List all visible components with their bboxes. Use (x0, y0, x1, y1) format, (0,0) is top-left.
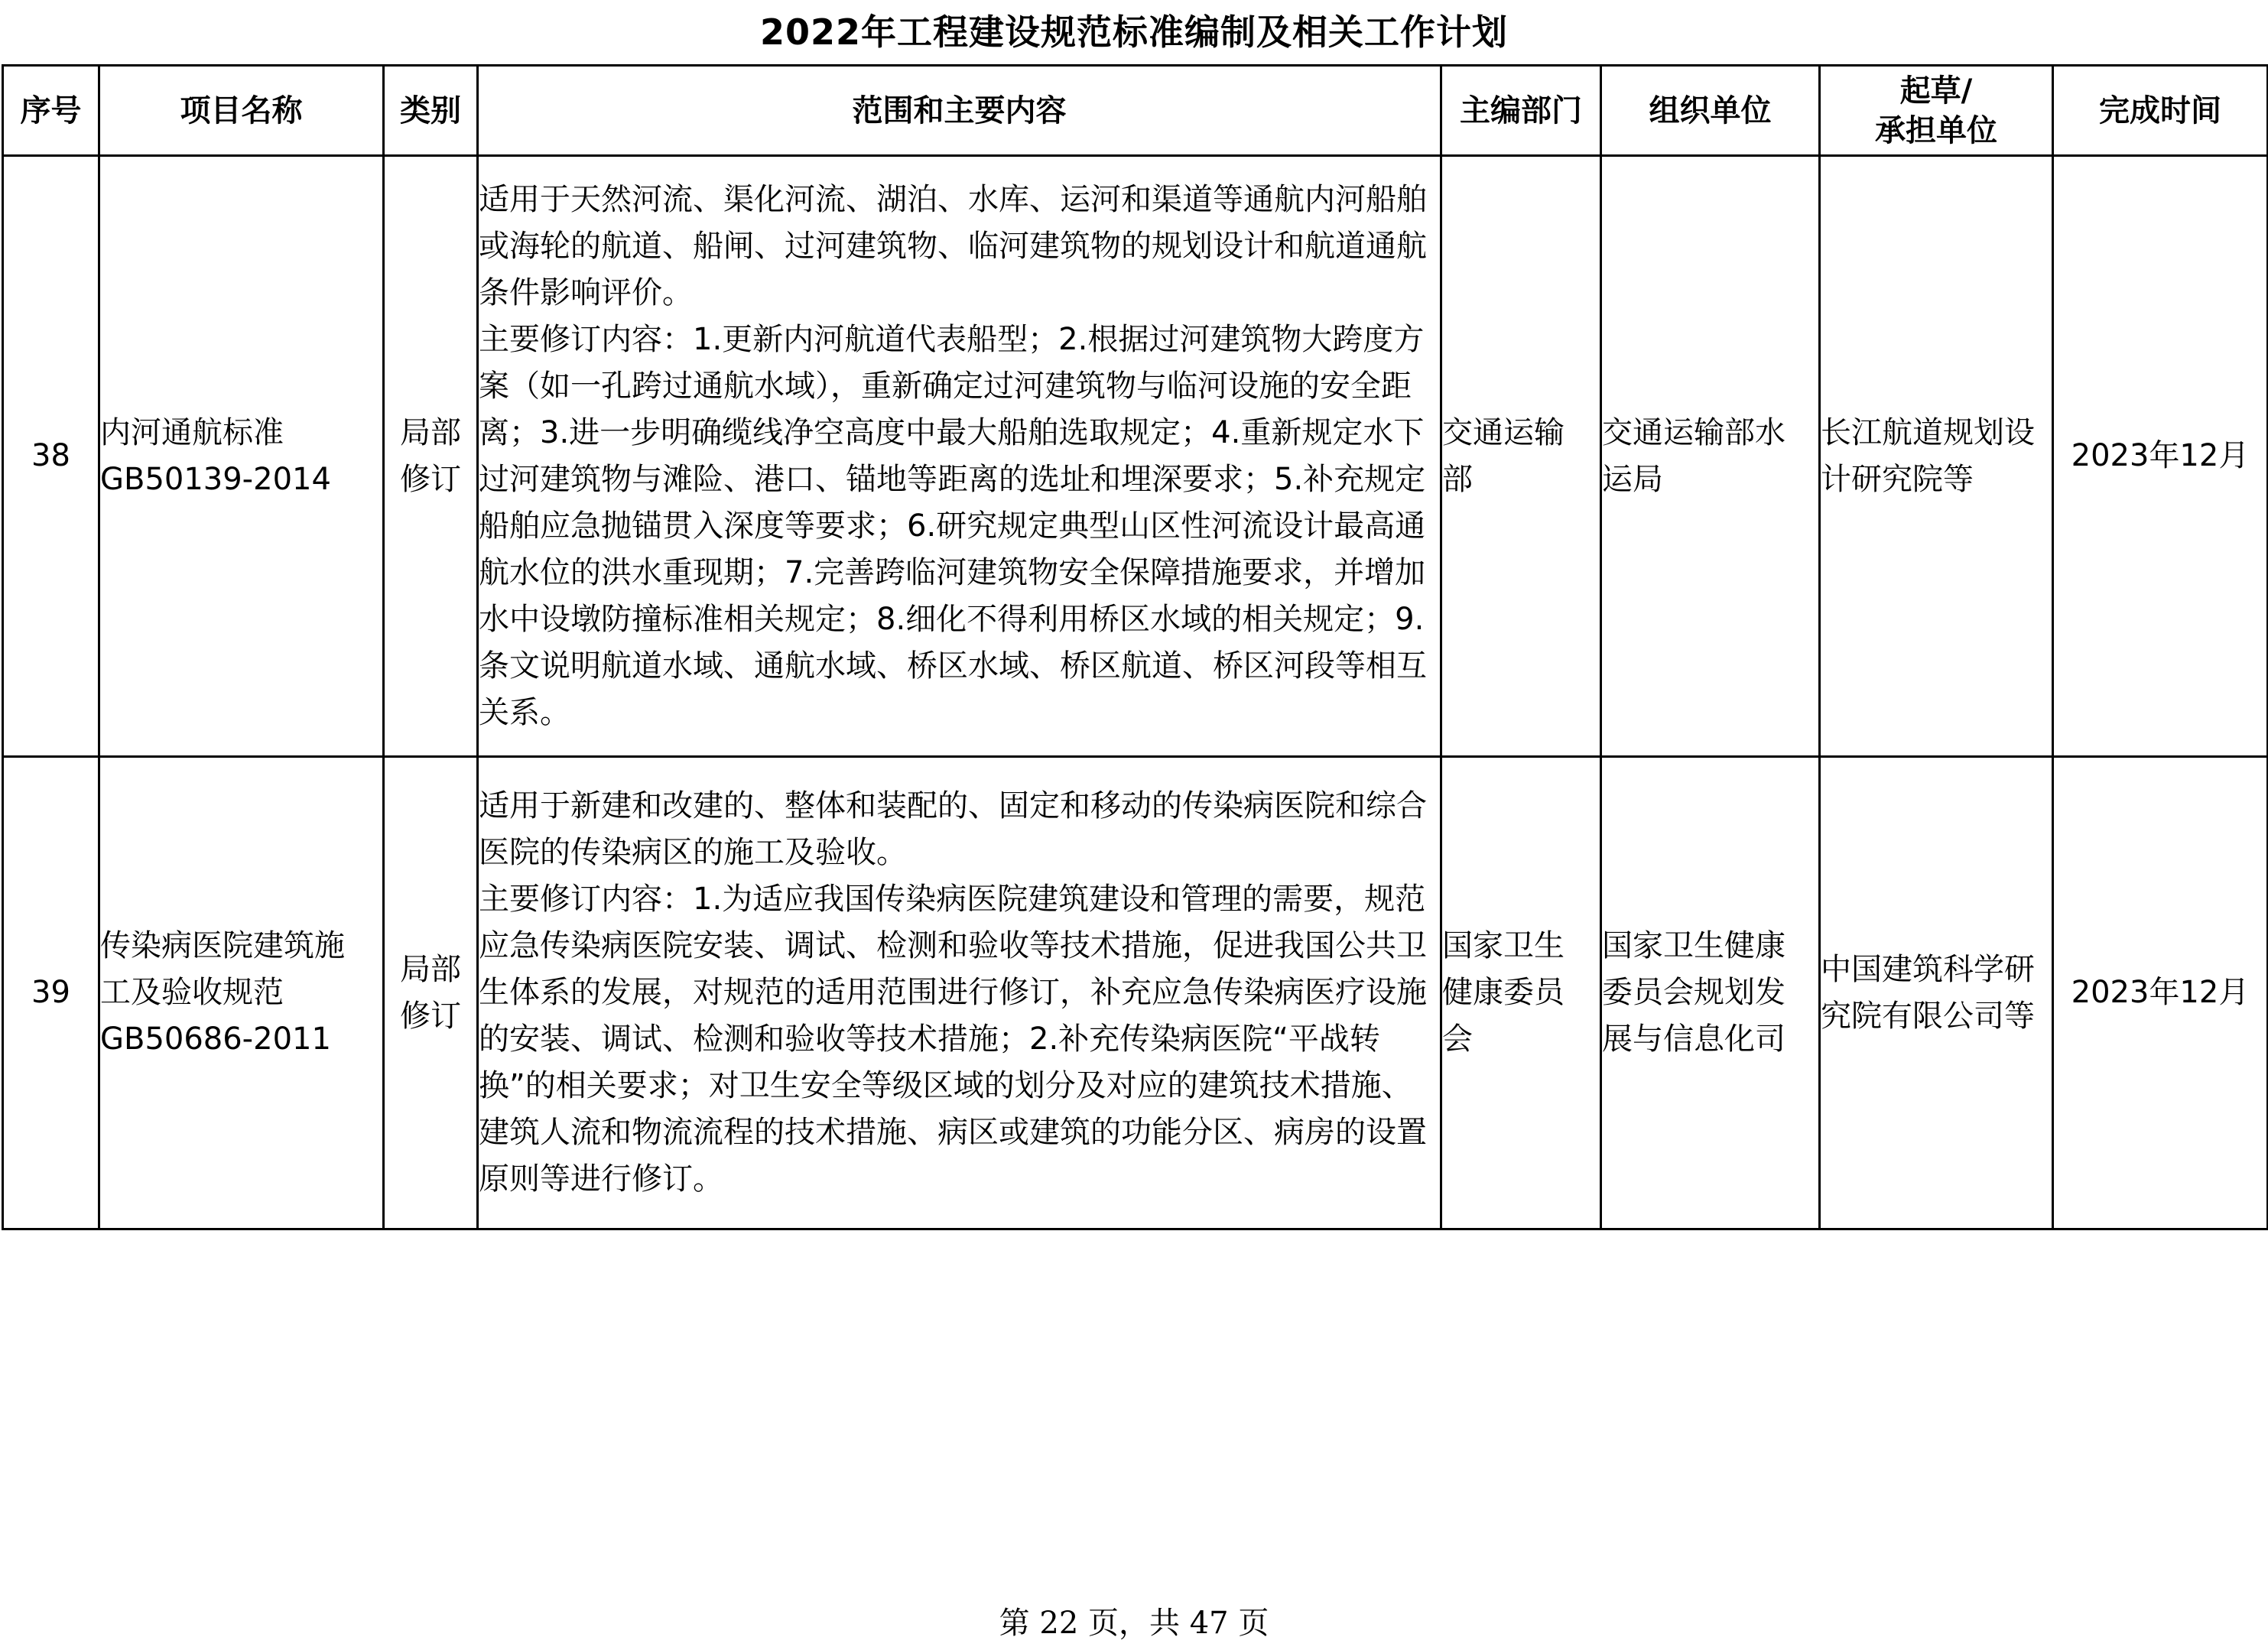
page-number: 第 22 页，共 47 页 (999, 1606, 1269, 1641)
table-header-row (3, 66, 2268, 156)
cell-seq: 39 (3, 757, 99, 1229)
cell-deadline: 2023年12月 (2053, 757, 2268, 1229)
header-drafter-text: 起草/ 承担单位 (1875, 73, 1997, 148)
project-name-text: 传染病医院建筑施 工及验收规范 GB50686-2011 (100, 928, 345, 1057)
drafter-text: 中国建筑科学研 究院有限公司等 (1821, 951, 2035, 1034)
cell-scope (478, 757, 1441, 1229)
header-project-name: 项目名称 (99, 66, 384, 156)
cell-chief-department (1441, 757, 1601, 1229)
header-drafter (1820, 66, 2053, 156)
cell-scope (478, 156, 1441, 757)
organizer-text: 交通运输部水 运局 (1602, 414, 1785, 497)
table-row (3, 757, 2268, 1229)
cell-organizer (1601, 156, 1820, 757)
cell-category (384, 757, 478, 1229)
header-chief-department: 主编部门 (1441, 66, 1601, 156)
header-seq: 序号 (3, 66, 99, 156)
cell-seq: 38 (3, 156, 99, 757)
drafter-text: 长江航道规划设 计研究院等 (1821, 414, 2035, 497)
cell-category (384, 156, 478, 757)
cell-deadline: 2023年12月 (2053, 156, 2268, 757)
cell-project-name (99, 156, 384, 757)
header-organizer: 组织单位 (1601, 66, 1820, 156)
cell-project-name (99, 757, 384, 1229)
chief-department-text: 交通运输 部 (1442, 414, 1565, 497)
scope-text: 适用于天然河流、渠化河流、湖泊、水库、运河和渠道等通航内河船舶或海轮的航道、船闸、过河建筑物、临河建筑物的规划设计和航道通航条件影响评价。 主要修订内容：1.更新内河航道代表船型；2.根据过河建筑物大跨度方案（如一孔跨过通航水域），重新确定过河建筑物与临河设施的安全距离；3.进一步明确缆线净空高度中最大船舶选取规定；4.重新规定水下过河建筑物与滩险、港口、锚地等距离的选址和埋深要求；5.补充规定船舶应急抛锚贯入深度等要求；6.研究规定典型山区性河流设计最高通航水位的洪水重现期；7.完善跨临河建筑物安全保障措施要求，并增加水中设墩防撞标准相关规定；8.细化不得利用桥区水域的相关规定；9.条文说明航道水域、通航水域、桥区水域、桥区航道、桥区河段等相互关系。 (479, 181, 1427, 730)
scope-text: 适用于新建和改建的、整体和装配的、固定和移动的传染病医院和综合医院的传染病区的施工及验收。 主要修订内容：1.为适应我国传染病医院建筑建设和管理的需要，规范应急传染病医院安装、调试、检测和验收等技术措施，促进我国公共卫生体系的发展，对规范的适用范围进行修订，补充应急传染病医疗设施的安装、调试、检测和验收等技术措施；2.补充传染病医院“平战转换”的相关要求；对卫生安全等级区域的划分及对应的建筑技术措施、建筑人流和物流流程的技术措施、病区或建筑的功能分区、病房的设置原则等进行修订。 (479, 788, 1427, 1197)
header-category: 类别 (384, 66, 478, 156)
table-row (3, 156, 2268, 757)
cell-chief-department (1441, 156, 1601, 757)
chief-department-text: 国家卫生 健康委员 会 (1442, 928, 1565, 1057)
header-deadline: 完成时间 (2053, 66, 2268, 156)
cell-organizer (1601, 757, 1820, 1229)
document-title: 2022年工程建设规范标准编制及相关工作计划 (759, 11, 1509, 53)
category-text: 局部 修订 (400, 951, 461, 1034)
organizer-text: 国家卫生健康 委员会规划发 展与信息化司 (1602, 928, 1785, 1057)
cell-drafter (1820, 156, 2053, 757)
plan-table (2, 64, 2268, 1230)
category-text: 局部 修订 (400, 414, 461, 497)
project-name-text: 内河通航标准 GB50139-2014 (100, 414, 331, 497)
header-scope: 范围和主要内容 (478, 66, 1441, 156)
cell-drafter (1820, 757, 2053, 1229)
